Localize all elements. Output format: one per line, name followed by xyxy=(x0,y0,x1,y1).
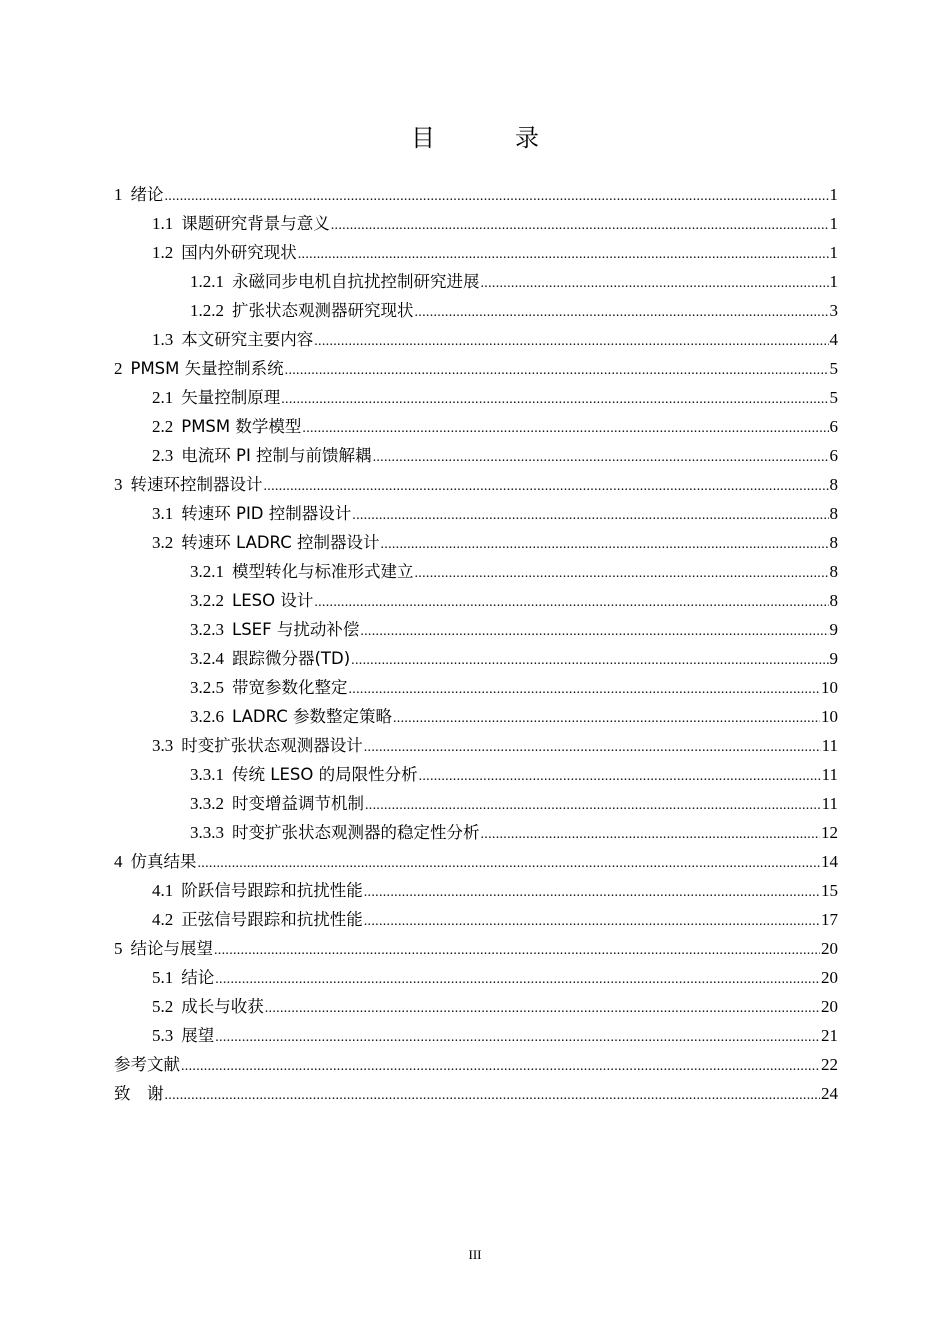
toc-entry-page: 1 xyxy=(829,243,838,262)
toc-entry-label xyxy=(190,789,364,818)
toc-entry-page: 1 xyxy=(829,272,838,291)
toc-entry-page: 5 xyxy=(829,359,838,378)
toc-entry-number: 3.3.3 xyxy=(190,823,224,842)
toc-entry[interactable] xyxy=(114,354,838,383)
dot-leader xyxy=(215,1023,820,1052)
toc-entry-page: 6 xyxy=(829,446,838,465)
toc-entry-number: 4.2 xyxy=(152,910,174,929)
toc-entry-number: 3.3 xyxy=(152,736,174,755)
toc-entry[interactable] xyxy=(114,1050,838,1079)
toc-entry-page: 8 xyxy=(829,475,838,494)
toc-entry-text: 扩张状态观测器研究现状 xyxy=(232,301,414,320)
dot-leader xyxy=(285,356,829,385)
toc-entry-number: 3 xyxy=(114,475,123,494)
toc-entry-text: 时变扩张状态观测器的稳定性分析 xyxy=(232,823,480,842)
toc-entry-label xyxy=(114,354,284,383)
dot-leader xyxy=(364,878,820,907)
toc-entry[interactable] xyxy=(114,644,838,673)
toc-entry-label xyxy=(190,557,414,586)
toc-entry-page: 1 xyxy=(829,185,838,204)
dot-leader xyxy=(165,1081,821,1110)
toc-entry-number: 5.1 xyxy=(152,968,174,987)
dot-leader xyxy=(393,704,820,733)
toc-entry-label xyxy=(114,1079,164,1108)
toc-entry-number: 1 xyxy=(114,185,123,204)
toc-entry-label xyxy=(152,499,351,528)
toc-entry-text: 永磁同步电机自抗扰控制研究进展 xyxy=(232,272,480,291)
toc-entry-text: 时变增益调节机制 xyxy=(232,794,364,813)
dot-leader xyxy=(298,240,829,269)
toc-entry-number: 5.2 xyxy=(152,997,174,1016)
toc-entry[interactable] xyxy=(114,1079,838,1108)
toc-entry[interactable] xyxy=(114,296,838,325)
toc-entry-text: 转速环 LADRC 控制器设计 xyxy=(181,533,380,552)
toc-title: 目 录 xyxy=(411,124,567,152)
toc-entry-label xyxy=(152,383,280,412)
dot-leader xyxy=(352,501,828,530)
toc-entry-number: 5.3 xyxy=(152,1026,174,1045)
toc-entry[interactable] xyxy=(114,180,838,209)
toc-entry-page: 1 xyxy=(829,214,838,233)
toc-entry[interactable] xyxy=(114,818,838,847)
toc-entry-page: 8 xyxy=(829,591,838,610)
toc-entry-label xyxy=(152,412,301,441)
toc-entry-number: 4 xyxy=(114,852,123,871)
toc-entry-page: 4 xyxy=(829,330,838,349)
toc-entry-number: 3.2.6 xyxy=(190,707,224,726)
toc-entry-text: 成长与收获 xyxy=(181,997,264,1016)
toc-entry[interactable] xyxy=(114,1021,838,1050)
toc-entry-text: 传统 LESO 的局限性分析 xyxy=(232,765,418,784)
toc-entry-page: 10 xyxy=(821,678,838,697)
toc-entry-number: 1.1 xyxy=(152,214,174,233)
toc-entry[interactable] xyxy=(114,963,838,992)
toc-entry-label xyxy=(152,528,379,557)
dot-leader xyxy=(349,675,821,704)
toc-entry-label xyxy=(152,992,264,1021)
toc-entry-number: 1.2 xyxy=(152,243,174,262)
toc-entry-label xyxy=(114,1050,180,1079)
toc-entry-number: 3.2.1 xyxy=(190,562,224,581)
toc-entry[interactable] xyxy=(114,267,838,296)
dot-leader xyxy=(364,733,821,762)
page-number-footer: III xyxy=(468,1247,482,1262)
toc-entry-label xyxy=(190,760,418,789)
toc-entry-page: 5 xyxy=(829,388,838,407)
toc-entry-text: 时变扩张状态观测器设计 xyxy=(181,736,363,755)
toc-entry[interactable] xyxy=(114,760,838,789)
toc-entry-text: 仿真结果 xyxy=(130,852,197,871)
toc-entry-page: 20 xyxy=(821,939,838,958)
toc-entry-page: 20 xyxy=(821,968,838,987)
toc-entry-text: 结论 xyxy=(181,968,215,987)
toc-entry-label xyxy=(114,847,197,876)
toc-entry[interactable] xyxy=(114,934,838,963)
toc-entry-label xyxy=(152,905,363,934)
dot-leader xyxy=(364,907,820,936)
toc-entry-page: 6 xyxy=(829,417,838,436)
toc-entry[interactable] xyxy=(114,905,838,934)
toc-entry-number: 3.2.4 xyxy=(190,649,224,668)
toc-entry-number: 3.1 xyxy=(152,504,174,523)
toc-entry-text: PMSM 矢量控制系统 xyxy=(130,359,284,378)
toc-entry-number: 3.3.2 xyxy=(190,794,224,813)
toc-entry-label xyxy=(114,470,263,499)
toc-entry-number: 2.1 xyxy=(152,388,174,407)
toc-entry-number: 1.2.1 xyxy=(190,272,224,291)
toc-entry[interactable] xyxy=(114,731,838,760)
dot-leader xyxy=(365,791,821,820)
dot-leader xyxy=(415,298,829,327)
toc-entry-text: 致 谢 xyxy=(114,1084,164,1103)
toc-entry-text: 电流环 PI 控制与前馈解耦 xyxy=(181,446,372,465)
dot-leader xyxy=(281,385,828,414)
toc-entry-text: 国内外研究现状 xyxy=(181,243,297,262)
toc-entry-label xyxy=(152,209,330,238)
toc-entry-page: 20 xyxy=(821,997,838,1016)
toc-entry-number: 2.2 xyxy=(152,417,174,436)
toc-entry-text: 本文研究主要内容 xyxy=(181,330,314,349)
toc-entry-label xyxy=(152,1021,214,1050)
dot-leader xyxy=(360,617,828,646)
dot-leader xyxy=(198,849,821,878)
toc-entry-text: 结论与展望 xyxy=(130,939,213,958)
table-of-contents xyxy=(114,180,838,1108)
toc-entry[interactable] xyxy=(114,789,838,818)
toc-entry-number: 1.2.2 xyxy=(190,301,224,320)
toc-entry-page: 15 xyxy=(821,881,838,900)
toc-entry-page: 22 xyxy=(821,1055,838,1074)
dot-leader xyxy=(481,269,829,298)
toc-entry-number: 3.2.2 xyxy=(190,591,224,610)
toc-entry[interactable] xyxy=(114,586,838,615)
toc-entry-page: 8 xyxy=(829,562,838,581)
toc-entry[interactable] xyxy=(114,673,838,702)
toc-entry-label xyxy=(190,586,313,615)
toc-entry-text: LESO 设计 xyxy=(232,591,314,610)
dot-leader xyxy=(481,820,821,849)
toc-entry-text: LSEF 与扰动补偿 xyxy=(232,620,360,639)
toc-entry-text: 阶跃信号跟踪和抗扰性能 xyxy=(181,881,363,900)
toc-entry-number: 3.2.5 xyxy=(190,678,224,697)
toc-entry[interactable] xyxy=(114,441,838,470)
toc-entry-text: 参考文献 xyxy=(114,1055,180,1074)
toc-entry-text: 矢量控制原理 xyxy=(181,388,281,407)
toc-entry-page: 17 xyxy=(821,910,838,929)
dot-leader xyxy=(214,936,820,965)
toc-entry-label xyxy=(114,934,213,963)
toc-entry[interactable] xyxy=(114,557,838,586)
toc-entry-label xyxy=(190,615,359,644)
toc-entry[interactable] xyxy=(114,847,838,876)
toc-entry-page: 9 xyxy=(829,649,838,668)
toc-entry[interactable] xyxy=(114,876,838,905)
toc-entry-number: 2.3 xyxy=(152,446,174,465)
toc-entry-label xyxy=(152,325,313,354)
toc-entry[interactable] xyxy=(114,470,838,499)
dot-leader xyxy=(380,530,828,559)
dot-leader xyxy=(264,472,829,501)
toc-entry-label xyxy=(114,180,164,209)
toc-entry-number: 2 xyxy=(114,359,123,378)
toc-entry-text: 展望 xyxy=(181,1026,215,1045)
toc-entry-label xyxy=(190,702,392,731)
toc-entry-label xyxy=(152,731,363,760)
toc-entry-label xyxy=(190,818,480,847)
toc-entry[interactable] xyxy=(114,528,838,557)
toc-entry-page: 21 xyxy=(821,1026,838,1045)
dot-leader xyxy=(302,414,828,443)
toc-entry-label xyxy=(190,673,348,702)
toc-entry-text: 跟踪微分器(TD) xyxy=(232,649,351,668)
toc-entry-page: 8 xyxy=(829,504,838,523)
toc-entry-page: 11 xyxy=(821,736,838,755)
dot-leader xyxy=(314,588,828,617)
toc-entry-number: 5 xyxy=(114,939,123,958)
toc-entry[interactable] xyxy=(114,238,838,267)
toc-entry-page: 12 xyxy=(821,823,838,842)
toc-entry-number: 3.2 xyxy=(152,533,174,552)
toc-entry-text: 转速环控制器设计 xyxy=(130,475,263,494)
toc-entry-text: 模型转化与标准形式建立 xyxy=(232,562,414,581)
toc-entry-page: 11 xyxy=(821,765,838,784)
toc-entry-label xyxy=(190,644,350,673)
dot-leader xyxy=(373,443,829,472)
toc-entry-text: 绪论 xyxy=(130,185,164,204)
toc-entry-text: 正弦信号跟踪和抗扰性能 xyxy=(181,910,363,929)
dot-leader xyxy=(351,646,828,675)
toc-entry[interactable] xyxy=(114,325,838,354)
toc-entry-text: 带宽参数化整定 xyxy=(232,678,348,697)
toc-entry[interactable] xyxy=(114,412,838,441)
toc-entry-text: 转速环 PID 控制器设计 xyxy=(181,504,352,523)
toc-entry-page: 11 xyxy=(821,794,838,813)
toc-entry-number: 3.2.3 xyxy=(190,620,224,639)
toc-entry[interactable] xyxy=(114,615,838,644)
toc-entry[interactable] xyxy=(114,209,838,238)
dot-leader xyxy=(165,182,829,211)
dot-leader xyxy=(181,1052,820,1081)
toc-entry-label xyxy=(190,296,414,325)
toc-entry-text: LADRC 参数整定策略 xyxy=(232,707,392,726)
toc-entry-page: 10 xyxy=(821,707,838,726)
toc-entry-page: 9 xyxy=(829,620,838,639)
toc-entry-label xyxy=(152,876,363,905)
toc-entry-page: 14 xyxy=(821,852,838,871)
toc-entry-label xyxy=(152,238,297,267)
toc-entry-label xyxy=(152,963,214,992)
toc-entry-number: 3.3.1 xyxy=(190,765,224,784)
dot-leader xyxy=(215,965,820,994)
toc-entry-label xyxy=(152,441,372,470)
dot-leader xyxy=(314,327,828,356)
toc-entry-page: 24 xyxy=(821,1084,838,1103)
toc-entry[interactable] xyxy=(114,499,838,528)
toc-entry[interactable] xyxy=(114,992,838,1021)
toc-entry-number: 4.1 xyxy=(152,881,174,900)
dot-leader xyxy=(419,762,821,791)
dot-leader xyxy=(415,559,829,588)
toc-entry[interactable] xyxy=(114,702,838,731)
toc-entry-text: PMSM 数学模型 xyxy=(181,417,302,436)
toc-entry-page: 8 xyxy=(829,533,838,552)
dot-leader xyxy=(265,994,820,1023)
dot-leader xyxy=(331,211,829,240)
toc-entry-label xyxy=(190,267,480,296)
toc-entry-page: 3 xyxy=(829,301,838,320)
toc-entry[interactable] xyxy=(114,383,838,412)
toc-entry-number: 1.3 xyxy=(152,330,174,349)
toc-entry-text: 课题研究背景与意义 xyxy=(181,214,330,233)
